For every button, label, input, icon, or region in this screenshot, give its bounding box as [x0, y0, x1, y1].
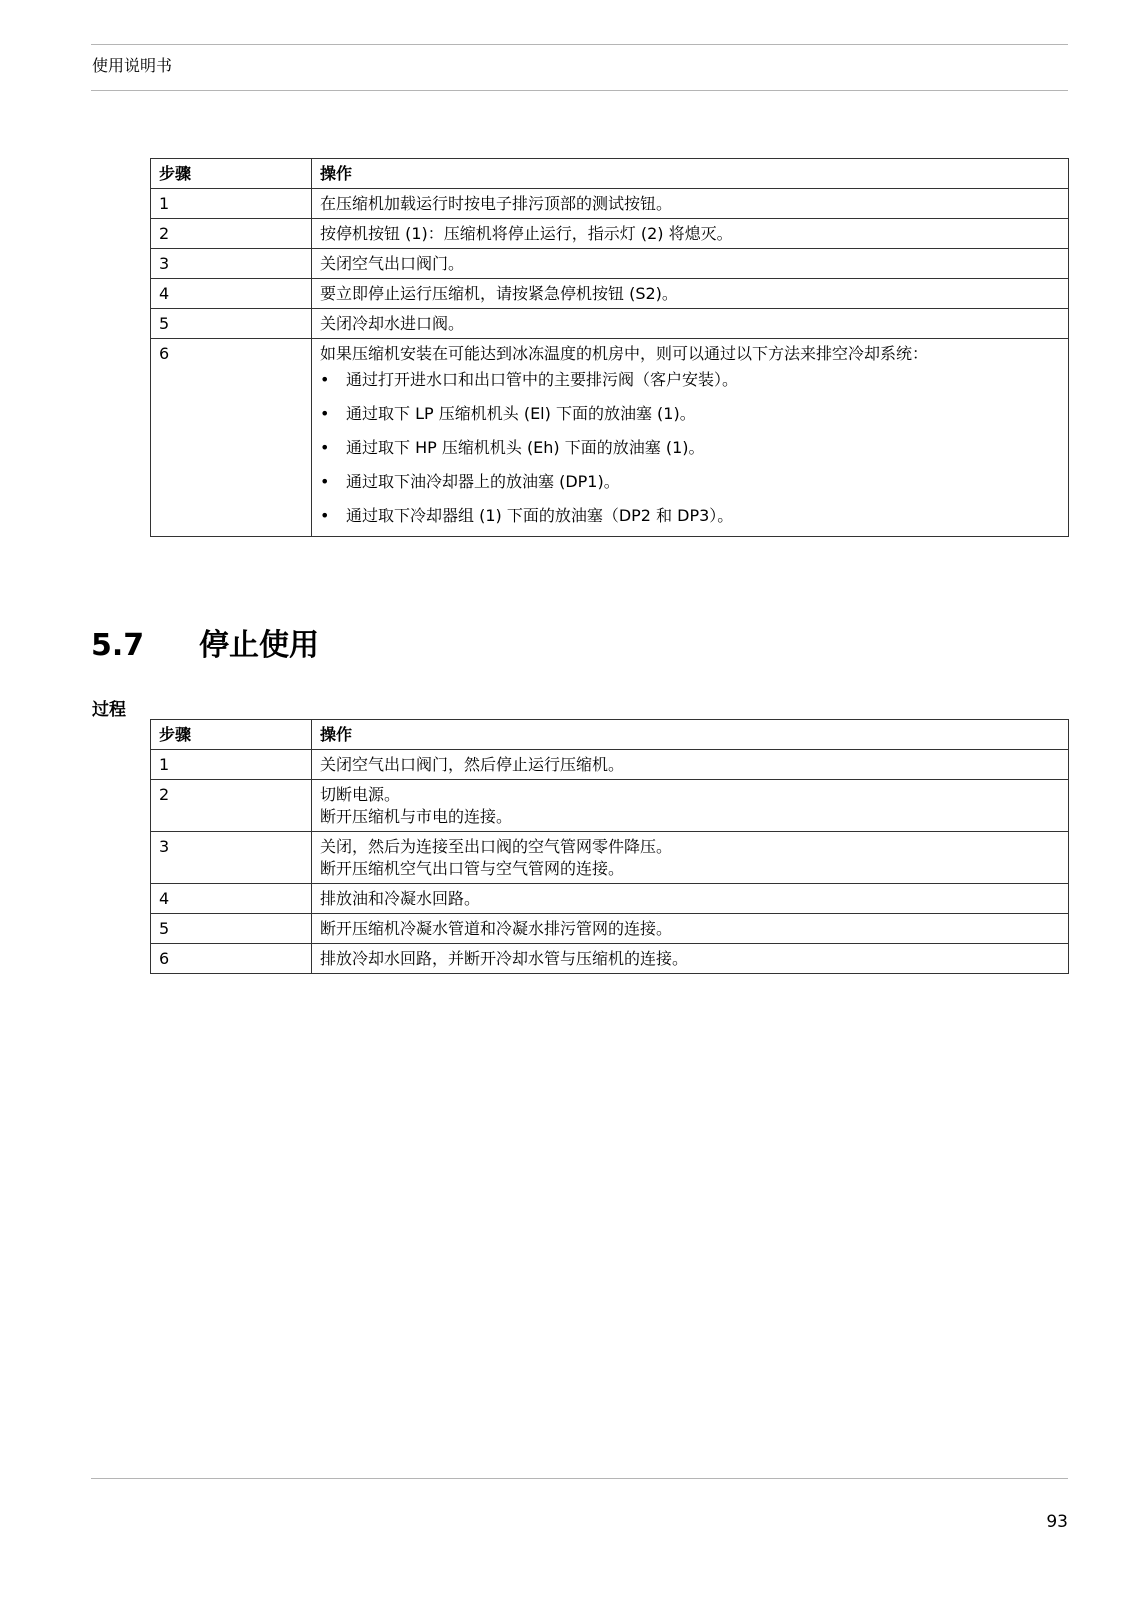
step-action-line: 排放冷却水回路，并断开冷却水管与压缩机的连接。	[320, 949, 689, 968]
header-bottom-rule	[91, 90, 1068, 91]
step-action-line: 断开压缩机空气出口管与空气管网的连接。	[320, 859, 625, 878]
step-action	[312, 780, 1069, 832]
table-row	[151, 750, 1069, 780]
table-row	[151, 914, 1069, 944]
step-action	[312, 884, 1069, 914]
list-item-text: 通过取下油冷却器上的放油塞 (DP1)。	[346, 472, 620, 491]
step-action-intro: 如果压缩机安装在可能达到冰冻温度的机房中，则可以通过以下方法来排空冷却系统：	[320, 344, 929, 363]
step-number: 2	[151, 780, 312, 832]
step-number: 3	[151, 249, 312, 279]
step-action	[312, 832, 1069, 884]
column-header-step: 步骤	[151, 159, 312, 189]
step-number: 6	[151, 944, 312, 974]
table-row	[151, 309, 1069, 339]
table-header-row	[151, 720, 1069, 750]
bullet-icon: •	[320, 506, 330, 525]
procedure-table-2	[150, 719, 1069, 974]
document-header-title: 使用说明书	[92, 56, 173, 75]
list-item	[320, 437, 1060, 459]
footer-rule	[91, 1478, 1068, 1479]
table-row	[151, 884, 1069, 914]
step-action	[312, 914, 1069, 944]
list-item	[320, 505, 1060, 527]
step-action: 关闭空气出口阀门。	[312, 249, 1069, 279]
step-action-line: 关闭，然后为连接至出口阀的空气管网零件降压。	[320, 837, 673, 856]
procedure-table-1	[150, 158, 1069, 537]
list-item-text: 通过打开进水口和出口管中的主要排污阀（客户安装）。	[346, 370, 739, 389]
list-item-text: 通过取下冷却器组 (1) 下面的放油塞（DP2 和 DP3）。	[346, 506, 734, 525]
step-action: 关闭冷却水进口阀。	[312, 309, 1069, 339]
list-item-text: 通过取下 HP 压缩机机头 (Eh) 下面的放油塞 (1)。	[346, 438, 705, 457]
step-action: 在压缩机加载运行时按电子排污顶部的测试按钮。	[312, 189, 1069, 219]
step-action: 按停机按钮 (1)：压缩机将停止运行，指示灯 (2) 将熄灭。	[312, 219, 1069, 249]
column-header-action: 操作	[312, 720, 1069, 750]
section-number: 5.7	[91, 628, 145, 663]
table-row	[151, 339, 1069, 537]
bullet-icon: •	[320, 404, 330, 423]
step-number: 5	[151, 914, 312, 944]
list-item	[320, 471, 1060, 493]
step-number: 1	[151, 189, 312, 219]
header-top-rule	[91, 44, 1068, 45]
step-action	[312, 750, 1069, 780]
step-action-line: 断开压缩机与市电的连接。	[320, 807, 513, 826]
bullet-icon: •	[320, 472, 330, 491]
table-row	[151, 944, 1069, 974]
table-row	[151, 279, 1069, 309]
step-action-line: 切断电源。	[320, 785, 401, 804]
step-number: 1	[151, 750, 312, 780]
column-header-action: 操作	[312, 159, 1069, 189]
section-title: 停止使用	[199, 628, 319, 663]
step-action-line: 排放油和冷凝水回路。	[320, 889, 481, 908]
step-number: 4	[151, 279, 312, 309]
table-row	[151, 219, 1069, 249]
bullet-icon: •	[320, 438, 330, 457]
step-number: 3	[151, 832, 312, 884]
step-number: 5	[151, 309, 312, 339]
step-number: 6	[151, 339, 312, 537]
procedure-subheading: 过程	[92, 700, 126, 720]
step-action: 要立即停止运行压缩机，请按紧急停机按钮 (S2)。	[312, 279, 1069, 309]
list-item-text: 通过取下 LP 压缩机机头 (El) 下面的放油塞 (1)。	[346, 404, 696, 423]
page-number: 93	[1046, 1512, 1068, 1532]
table-row	[151, 832, 1069, 884]
step-action-line: 关闭空气出口阀门，然后停止运行压缩机。	[320, 755, 625, 774]
column-header-step: 步骤	[151, 720, 312, 750]
table-row	[151, 189, 1069, 219]
table-row	[151, 249, 1069, 279]
step-action	[312, 944, 1069, 974]
list-item	[320, 403, 1060, 425]
step-number: 4	[151, 884, 312, 914]
bullet-icon: •	[320, 370, 330, 389]
table-header-row	[151, 159, 1069, 189]
step-action-line: 断开压缩机冷凝水管道和冷凝水排污管网的连接。	[320, 919, 673, 938]
drain-methods-list	[320, 369, 1060, 527]
table-row	[151, 780, 1069, 832]
step-action	[312, 339, 1069, 537]
list-item	[320, 369, 1060, 391]
step-number: 2	[151, 219, 312, 249]
